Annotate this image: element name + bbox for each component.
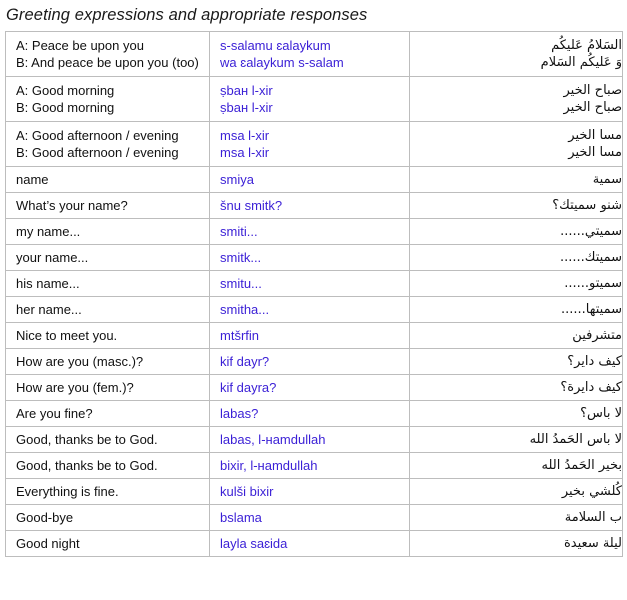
transliteration-cell-line: šnu smitk? (220, 198, 283, 213)
transliteration-cell-line: wa ɛalaykum s-salam (220, 55, 344, 70)
arabic-cell-line: سمية (592, 172, 622, 187)
transliteration-cell-line: smiya (220, 172, 254, 187)
english-cell-line: Good night (16, 536, 80, 551)
arabic-cell (410, 479, 623, 505)
arabic-cell-line: وَ عَليكُم السَلام (540, 55, 622, 70)
arabic-cell-line: سميتك...... (559, 250, 622, 265)
english-cell-line: my name... (16, 224, 81, 239)
table-row (6, 531, 623, 557)
english-cell (6, 297, 210, 323)
english-cell-line: Good-bye (16, 510, 74, 525)
arabic-cell-line: سميتو...... (564, 276, 622, 291)
transliteration-cell (210, 219, 410, 245)
transliteration-cell-line: msa l-xir (220, 145, 270, 160)
table-row (6, 219, 623, 245)
table-row (6, 479, 623, 505)
arabic-cell (410, 401, 623, 427)
transliteration-cell (210, 427, 410, 453)
english-cell-line: B: And peace be upon you (too) (16, 55, 199, 70)
english-cell-line: your name... (16, 250, 89, 265)
transliteration-cell-line: layla saɛida (220, 536, 288, 551)
transliteration-cell (210, 245, 410, 271)
phrase-table (5, 31, 623, 557)
table-row (6, 505, 623, 531)
english-cell (6, 32, 210, 77)
arabic-cell-line: كيف دايرة؟ (560, 380, 622, 395)
english-cell-line: A: Good morning (16, 83, 115, 98)
arabic-cell (410, 297, 623, 323)
table-row (6, 427, 623, 453)
english-cell (6, 349, 210, 375)
english-cell-line: Good, thanks be to God. (16, 458, 158, 473)
arabic-cell-line: متشرفين (572, 328, 622, 343)
transliteration-cell (210, 32, 410, 77)
transliteration-cell-line: msa l-xir (220, 128, 270, 143)
english-cell-line: his name... (16, 276, 80, 291)
arabic-cell-line: صباح الخير (563, 83, 622, 98)
arabic-cell-line: ليلة سعيدة (563, 536, 622, 551)
arabic-cell (410, 219, 623, 245)
english-cell (6, 193, 210, 219)
english-cell (6, 219, 210, 245)
arabic-cell (410, 505, 623, 531)
arabic-cell (410, 77, 623, 122)
table-row (6, 401, 623, 427)
table-title: Greeting expressions and appropriate responses (6, 6, 368, 24)
arabic-cell (410, 323, 623, 349)
arabic-cell-line: مسا الخير (568, 145, 622, 160)
transliteration-cell-line: smitu... (220, 276, 262, 291)
english-cell (6, 401, 210, 427)
arabic-cell-line: سميتي...... (560, 224, 622, 239)
table-row (6, 77, 623, 122)
english-cell-line: A: Peace be upon you (16, 38, 144, 53)
table-row (6, 32, 623, 77)
english-cell (6, 505, 210, 531)
english-cell (6, 122, 210, 167)
english-cell (6, 375, 210, 401)
transliteration-cell (210, 479, 410, 505)
transliteration-cell (210, 323, 410, 349)
table-row (6, 193, 623, 219)
transliteration-cell (210, 297, 410, 323)
arabic-cell (410, 349, 623, 375)
english-cell (6, 531, 210, 557)
arabic-cell-line: شنو سميتك؟ (552, 198, 622, 213)
english-cell-line: B: Good morning (16, 100, 115, 115)
arabic-cell-line: السَلامُ عَليكُم (551, 38, 622, 53)
transliteration-cell-line: bslama (220, 510, 262, 525)
transliteration-cell-line: kif dayra? (220, 380, 277, 395)
transliteration-cell-line: smitha... (220, 302, 270, 317)
english-cell (6, 77, 210, 122)
transliteration-cell-line: ṣbaн l-xir (220, 83, 273, 98)
english-cell (6, 271, 210, 297)
arabic-cell (410, 427, 623, 453)
arabic-cell-line: بخير الحَمدُ الله (541, 458, 622, 473)
english-cell-line: Are you fine? (16, 406, 93, 421)
arabic-cell (410, 453, 623, 479)
transliteration-cell (210, 167, 410, 193)
arabic-cell-line: لا باس؟ (580, 406, 622, 421)
transliteration-cell-line: smiti... (220, 224, 258, 239)
table-row (6, 323, 623, 349)
english-cell-line: her name... (16, 302, 82, 317)
english-cell-line: Nice to meet you. (16, 328, 118, 343)
transliteration-cell-line: labas? (220, 406, 259, 421)
table-row (6, 453, 623, 479)
arabic-cell (410, 32, 623, 77)
english-cell (6, 427, 210, 453)
transliteration-cell-line: bixir, l-нamdullah (220, 458, 318, 473)
table-row (6, 375, 623, 401)
table-row (6, 245, 623, 271)
transliteration-cell (210, 505, 410, 531)
transliteration-cell (210, 122, 410, 167)
english-cell-line: What’s your name? (16, 198, 128, 213)
arabic-cell (410, 375, 623, 401)
transliteration-cell-line: smitk... (220, 250, 262, 265)
table-row (6, 271, 623, 297)
arabic-cell-line: كُلشي بخير (561, 484, 622, 499)
transliteration-cell (210, 375, 410, 401)
arabic-cell (410, 122, 623, 167)
transliteration-cell (210, 349, 410, 375)
arabic-cell (410, 193, 623, 219)
transliteration-cell-line: kif dayr? (220, 354, 270, 369)
transliteration-cell (210, 193, 410, 219)
table-row (6, 349, 623, 375)
arabic-cell-line: صباح الخير (563, 100, 622, 115)
english-cell (6, 245, 210, 271)
transliteration-cell-line: labas, l-нamdullah (220, 432, 326, 447)
transliteration-cell-line: s-salamu ɛalaykum (220, 38, 331, 53)
english-cell (6, 167, 210, 193)
arabic-cell (410, 167, 623, 193)
english-cell-line: Good, thanks be to God. (16, 432, 158, 447)
arabic-cell-line: ب السلامة (564, 510, 622, 525)
english-cell (6, 479, 210, 505)
transliteration-cell-line: ṣbaн l-xir (220, 100, 273, 115)
english-cell-line: How are you (fem.)? (16, 380, 134, 395)
arabic-cell-line: سميتها...... (560, 302, 622, 317)
transliteration-cell (210, 77, 410, 122)
table-row (6, 167, 623, 193)
english-cell (6, 453, 210, 479)
transliteration-cell (210, 453, 410, 479)
english-cell-line: name (16, 172, 49, 187)
table-row (6, 122, 623, 167)
english-cell-line: Everything is fine. (16, 484, 119, 499)
phrase-table-body (6, 32, 623, 557)
english-cell (6, 323, 210, 349)
transliteration-cell-line: mtšrfin (220, 328, 259, 343)
transliteration-cell (210, 271, 410, 297)
transliteration-cell-line: kulši bixir (220, 484, 274, 499)
arabic-cell-line: كيف داير؟ (567, 354, 622, 369)
english-cell-line: A: Good afternoon / evening (16, 128, 179, 143)
arabic-cell (410, 245, 623, 271)
english-cell-line: B: Good afternoon / evening (16, 145, 179, 160)
arabic-cell (410, 531, 623, 557)
transliteration-cell (210, 401, 410, 427)
table-row (6, 297, 623, 323)
arabic-cell (410, 271, 623, 297)
arabic-cell-line: مسا الخير (568, 128, 622, 143)
arabic-cell-line: لا باس الحَمدُ الله (529, 432, 622, 447)
english-cell-line: How are you (masc.)? (16, 354, 144, 369)
transliteration-cell (210, 531, 410, 557)
